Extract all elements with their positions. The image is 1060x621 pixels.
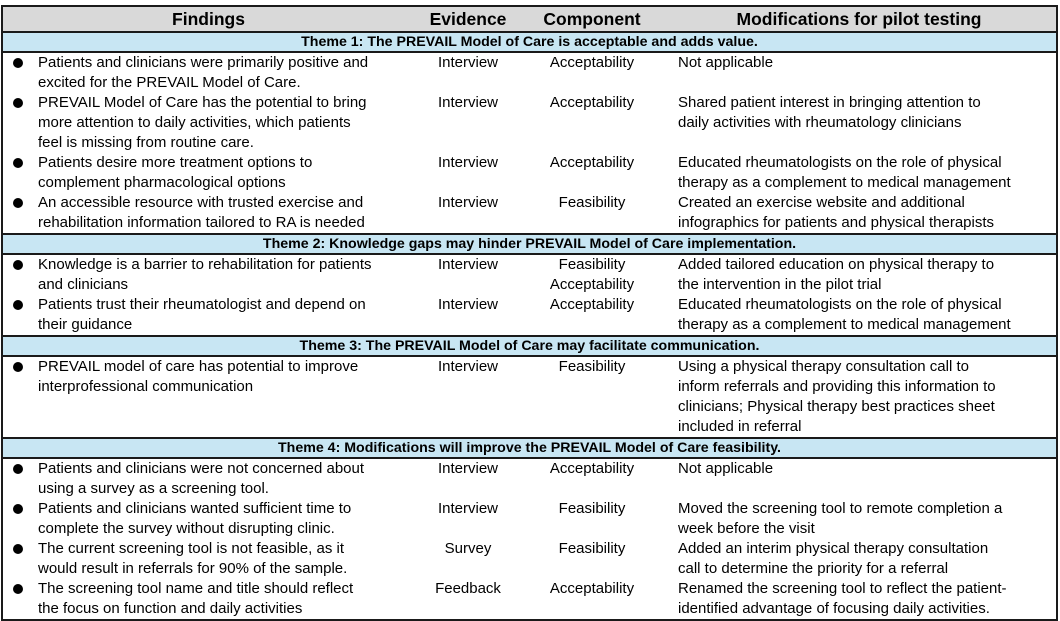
component-cell <box>522 499 662 539</box>
bullet-icon <box>13 464 23 474</box>
finding-text: excited for the PREVAIL Model of Care. <box>38 74 301 91</box>
finding-text: Patients trust their rheumatologist and depend on <box>38 296 366 313</box>
component-cell <box>522 193 662 234</box>
finding-cell <box>32 499 414 539</box>
table-row <box>2 295 1057 336</box>
modification-cell <box>662 254 1057 295</box>
component-cell <box>522 356 662 438</box>
finding-text: Patients and clinicians were not concerned about <box>38 460 365 477</box>
bullet-cell <box>2 356 32 438</box>
bullet-icon <box>13 158 23 168</box>
modification-text: daily activities with rheumatology clinicians <box>678 114 962 131</box>
table-row <box>2 93 1057 153</box>
bullet-icon <box>13 98 23 108</box>
evidence-cell: Interview <box>437 256 499 273</box>
component-cell <box>522 153 662 193</box>
modification-text: therapy as a complement to medical management <box>678 316 1011 333</box>
header-findings: Findings <box>2 6 414 32</box>
modification-cell <box>662 193 1057 234</box>
bullet-cell <box>2 539 32 579</box>
modification-cell <box>662 295 1057 336</box>
theme-row <box>2 32 1057 52</box>
table-row <box>2 52 1057 93</box>
finding-text: PREVAIL Model of Care has the potential to bring <box>38 94 367 111</box>
evidence-cell: Interview <box>437 194 499 211</box>
modification-cell <box>662 579 1057 620</box>
finding-text: The screening tool name and title should reflect <box>38 580 354 597</box>
bullet-cell <box>2 499 32 539</box>
component-text: Feasibility <box>558 500 626 517</box>
finding-cell <box>32 579 414 620</box>
theme-title: Theme 4: Modifications will improve the PREVAIL Model of Care feasibility. <box>2 438 1057 458</box>
modification-text: identified advantage of focusing daily activities. <box>678 600 990 617</box>
bullet-cell <box>2 153 32 193</box>
bullet-cell <box>2 458 32 499</box>
evidence-cell: Survey <box>444 540 492 557</box>
finding-text: Knowledge is a barrier to rehabilitation for patients <box>38 256 372 273</box>
bullet-icon <box>13 198 23 208</box>
evidence-cell: Interview <box>437 94 499 111</box>
modification-text: Not applicable <box>678 54 774 71</box>
table-row <box>2 579 1057 620</box>
component-cell <box>522 93 662 153</box>
modification-cell <box>662 458 1057 499</box>
modification-text: clinicians; Physical therapy best practices sheet <box>678 398 995 415</box>
component-text: Acceptability <box>549 460 635 477</box>
modification-cell <box>662 52 1057 93</box>
bullet-cell <box>2 295 32 336</box>
header-modifications: Modifications for pilot testing <box>662 6 1057 32</box>
table-row <box>2 539 1057 579</box>
bullet-cell <box>2 579 32 620</box>
modification-text: Moved the screening tool to remote completion a <box>678 500 1003 517</box>
finding-text: Patients and clinicians wanted sufficient time to <box>38 500 352 517</box>
finding-text: Patients and clinicians were primarily positive and <box>38 54 369 71</box>
finding-text: rehabilitation information tailored to RA is needed <box>38 214 365 231</box>
evidence-cell: Interview <box>437 296 499 313</box>
bullet-icon <box>13 58 23 68</box>
evidence-cell: Interview <box>437 500 499 517</box>
modification-text: infographics for patients and physical therapists <box>678 214 995 231</box>
component-cell <box>522 52 662 93</box>
theme-title: Theme 2: Knowledge gaps may hinder PREVAIL Model of Care implementation. <box>2 234 1057 254</box>
bullet-cell <box>2 254 32 295</box>
table-body <box>2 32 1057 620</box>
modification-text: Educated rheumatologists on the role of physical <box>678 296 1002 313</box>
bullet-icon <box>13 584 23 594</box>
finding-cell <box>32 153 414 193</box>
bullet-cell <box>2 193 32 234</box>
modification-text: week before the visit <box>678 520 815 537</box>
finding-cell <box>32 193 414 234</box>
modification-text: Renamed the screening tool to reflect the patient- <box>678 580 1007 597</box>
component-cell <box>522 295 662 336</box>
theme-row <box>2 438 1057 458</box>
component-text: Acceptability <box>549 54 635 71</box>
modification-cell <box>662 153 1057 193</box>
table-row <box>2 458 1057 499</box>
table-row <box>2 193 1057 234</box>
evidence-cell: Interview <box>437 54 499 71</box>
modification-cell <box>662 356 1057 438</box>
finding-cell <box>32 254 414 295</box>
modification-text: inform referrals and providing this information to <box>678 378 996 395</box>
finding-cell <box>32 52 414 93</box>
finding-text: The current screening tool is not feasible, as it <box>38 540 344 557</box>
evidence-cell: Interview <box>437 154 499 171</box>
modification-text: Educated rheumatologists on the role of physical <box>678 154 1002 171</box>
modification-text: Added an interim physical therapy consultation <box>678 540 989 557</box>
bullet-icon <box>13 504 23 514</box>
header-evidence: Evidence <box>414 6 522 32</box>
finding-cell <box>32 93 414 153</box>
bullet-cell <box>2 93 32 153</box>
theme-row <box>2 234 1057 254</box>
table-row <box>2 356 1057 438</box>
modification-text: the intervention in the pilot trial <box>678 276 882 293</box>
component-text: Feasibility <box>558 358 626 375</box>
header-component: Component <box>522 6 662 32</box>
finding-text: An accessible resource with trusted exercise and <box>38 194 364 211</box>
theme-title: Theme 3: The PREVAIL Model of Care may facilitate communication. <box>2 336 1057 356</box>
finding-text: PREVAIL model of care has potential to improve <box>38 358 359 375</box>
modification-cell <box>662 499 1057 539</box>
finding-text: more attention to daily activities, which patients <box>38 114 351 131</box>
table-row <box>2 153 1057 193</box>
component-text: Acceptability <box>549 154 635 171</box>
finding-text: feel is missing from routine care. <box>38 134 254 151</box>
component-text: Acceptability <box>549 94 635 111</box>
modification-text: Created an exercise website and additional <box>678 194 965 211</box>
modification-text: included in referral <box>678 418 802 435</box>
header-row <box>2 6 1057 32</box>
component-cell <box>522 539 662 579</box>
component-cell <box>522 458 662 499</box>
component-text: Feasibility <box>558 194 626 211</box>
bullet-icon <box>13 260 23 270</box>
component-text: Acceptability <box>549 296 635 313</box>
component-cell <box>522 254 662 295</box>
component-text: Acceptability <box>549 580 635 597</box>
finding-text: using a survey as a screening tool. <box>38 480 269 497</box>
modification-text: therapy as a complement to medical management <box>678 174 1011 191</box>
modification-cell <box>662 539 1057 579</box>
finding-cell <box>32 356 414 438</box>
modification-text: Added tailored education on physical therapy to <box>678 256 995 273</box>
bullet-cell <box>2 52 32 93</box>
finding-text: their guidance <box>38 316 133 333</box>
bullet-icon <box>13 362 23 372</box>
table-row <box>2 499 1057 539</box>
finding-text: complement pharmacological options <box>38 174 286 191</box>
evidence-cell: Interview <box>437 460 499 477</box>
evidence-cell: Interview <box>437 358 499 375</box>
finding-cell <box>32 458 414 499</box>
component-cell <box>522 579 662 620</box>
finding-text: interprofessional communication <box>38 378 254 395</box>
table-row <box>2 254 1057 295</box>
modification-text: Not applicable <box>678 460 774 477</box>
component-text: Acceptability <box>549 276 635 293</box>
finding-text: the focus on function and daily activities <box>38 600 303 617</box>
modification-cell <box>662 93 1057 153</box>
modification-text: Using a physical therapy consultation call to <box>678 358 969 375</box>
modification-text: call to determine the priority for a referral <box>678 560 949 577</box>
component-text: Feasibility <box>558 540 626 557</box>
finding-text: and clinicians <box>38 276 129 293</box>
finding-text: would result in referrals for 90% of the sample. <box>38 560 348 577</box>
bullet-icon <box>13 300 23 310</box>
finding-text: complete the survey without disrupting clinic. <box>38 520 335 537</box>
finding-cell <box>32 539 414 579</box>
findings-table-container <box>1 5 1056 621</box>
component-text: Feasibility <box>558 256 626 273</box>
modification-text: Shared patient interest in bringing attention to <box>678 94 981 111</box>
theme-title: Theme 1: The PREVAIL Model of Care is acceptable and adds value. <box>2 32 1057 52</box>
evidence-cell: Feedback <box>435 580 501 597</box>
bullet-icon <box>13 544 23 554</box>
findings-table <box>1 5 1058 621</box>
theme-row <box>2 336 1057 356</box>
finding-cell <box>32 295 414 336</box>
finding-text: Patients desire more treatment options to <box>38 154 313 171</box>
